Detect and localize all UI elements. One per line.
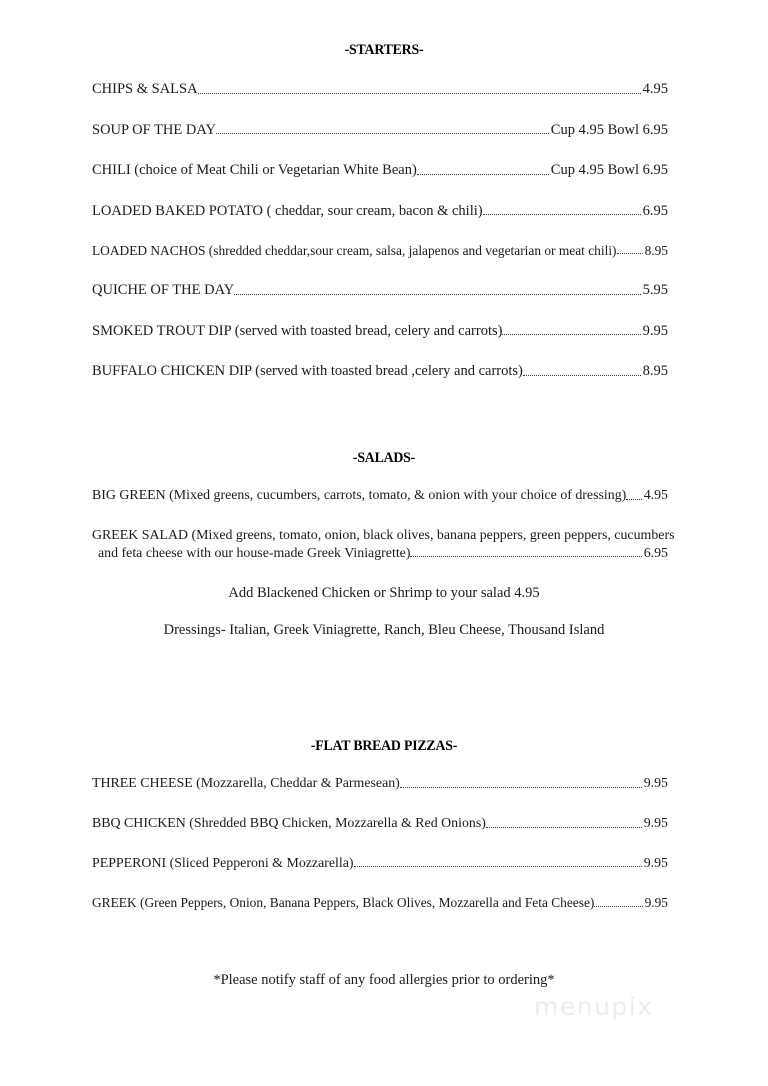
starters-item-list	[0, 80, 768, 381]
menu-item-price: 8.95	[644, 243, 668, 259]
dot-leader	[234, 294, 640, 295]
menu-item-price: 9.95	[643, 855, 668, 871]
menu-item-name: PEPPERONI (Sliced Pepperoni & Mozzarella)	[92, 855, 354, 871]
menu-item-price: 9.95	[642, 322, 668, 339]
menu-item-row	[92, 121, 668, 140]
salads-item-list	[0, 487, 768, 562]
dot-leader	[410, 556, 641, 557]
section-heading-starters: -STARTERS-	[344, 42, 424, 58]
menu-item-name-line-1: GREEK SALAD (Mixed greens, tomato, onion, black olives, banana peppers, green peppers, cucumbers	[92, 527, 675, 543]
dot-leader	[486, 827, 642, 828]
menu-item-price: 9.95	[643, 815, 668, 831]
section-salads	[0, 450, 768, 467]
salad-add-on-text: Add Blackened Chicken or Shrimp to your salad 4.95	[228, 585, 540, 601]
dot-leader	[594, 906, 642, 907]
dot-leader	[400, 787, 642, 788]
menu-item-row	[92, 894, 668, 911]
menu-item-price: 4.95	[643, 488, 668, 503]
menu-item-price: 4.95	[642, 81, 668, 97]
menu-item-row	[92, 281, 668, 300]
dot-leader	[354, 866, 642, 867]
menu-item-name: BUFFALO CHICKEN DIP (served with toasted bread ,celery and carrots)	[92, 363, 523, 380]
dot-leader	[483, 214, 641, 215]
menu-item-row	[92, 855, 668, 873]
dot-leader	[417, 174, 549, 175]
menu-item-name: THREE CHEESE (Mozzarella, Cheddar & Parmesean)	[92, 776, 400, 791]
menu-item-name: CHIPS & SALSA	[92, 81, 198, 97]
salad-note-dressings	[0, 622, 768, 639]
dot-leader	[523, 375, 641, 376]
menu-item-row	[92, 815, 668, 833]
menu-item-price: 9.95	[643, 776, 668, 791]
menu-item-row	[92, 362, 668, 381]
dot-leader	[626, 499, 641, 500]
menu-item-name-line-2-row	[92, 545, 668, 563]
footer-allergy-note: *Please notify staff of any food allergies prior to ordering*	[213, 972, 555, 988]
dot-leader	[617, 253, 643, 254]
dot-leader	[216, 133, 549, 134]
menu-item-row	[92, 775, 668, 793]
menu-item-price: Cup 4.95 Bowl 6.95	[550, 121, 668, 138]
section-heading-salads: -SALADS-	[352, 450, 416, 466]
salad-note-add-protein	[0, 585, 768, 602]
section-starters	[0, 42, 768, 59]
flat-bread-pizzas-item-list	[0, 775, 768, 912]
menu-item-row	[92, 80, 668, 99]
section-heading-flat-bread-pizzas: -FLAT BREAD PIZZAS-	[310, 738, 458, 754]
menu-item-price: Cup 4.95 Bowl 6.95	[550, 162, 668, 179]
menu-item-price: 9.95	[644, 895, 668, 911]
menu-item-name-line-2: and feta cheese with our house-made Greek Viniagrette)	[98, 545, 411, 561]
menu-item-name: BBQ CHICKEN (Shredded BBQ Chicken, Mozzarella & Red Onions)	[92, 815, 486, 831]
section-flat-bread-pizzas	[0, 738, 768, 755]
menu-item-row	[92, 322, 668, 341]
menu-item-row	[92, 487, 668, 505]
menu-item-row	[92, 161, 668, 180]
menu-item-price: 6.95	[642, 202, 668, 219]
watermark-ghost-bar	[560, 968, 750, 982]
menu-item-name: GREEK (Green Peppers, Onion, Banana Peppers, Black Olives, Mozzarella and Feta Cheese)	[92, 895, 595, 911]
menu-item-price: 6.95	[643, 545, 668, 561]
menu-item-name: LOADED BAKED POTATO ( cheddar, sour cream, bacon & chili)	[92, 202, 483, 219]
dot-leader	[198, 93, 641, 94]
menu-item-name: CHILI (choice of Meat Chili or Vegetarian White Bean)	[92, 162, 417, 179]
menu-item-row	[92, 202, 668, 221]
menu-item-price: 8.95	[642, 363, 668, 380]
menu-item-row	[92, 527, 675, 563]
menu-item-name: SOUP OF THE DAY	[92, 121, 216, 138]
menupix-watermark: menupix	[534, 992, 654, 1021]
menu-item-name: QUICHE OF THE DAY	[92, 282, 235, 299]
menu-item-name: BIG GREEN (Mixed greens, cucumbers, carrots, tomato, & onion with your choice of dressing)	[92, 488, 627, 503]
salad-dressings-text: Dressings- Italian, Greek Viniagrette, Ranch, Bleu Cheese, Thousand Island	[163, 622, 605, 638]
menu-item-row	[92, 242, 668, 259]
dot-leader	[502, 334, 640, 335]
menu-item-name: SMOKED TROUT DIP (served with toasted bread, celery and carrots)	[92, 322, 503, 339]
menu-item-price: 5.95	[642, 282, 668, 299]
menu-item-name: LOADED NACHOS (shredded cheddar,sour cream, salsa, jalapenos and vegetarian or meat chili)	[92, 243, 617, 259]
